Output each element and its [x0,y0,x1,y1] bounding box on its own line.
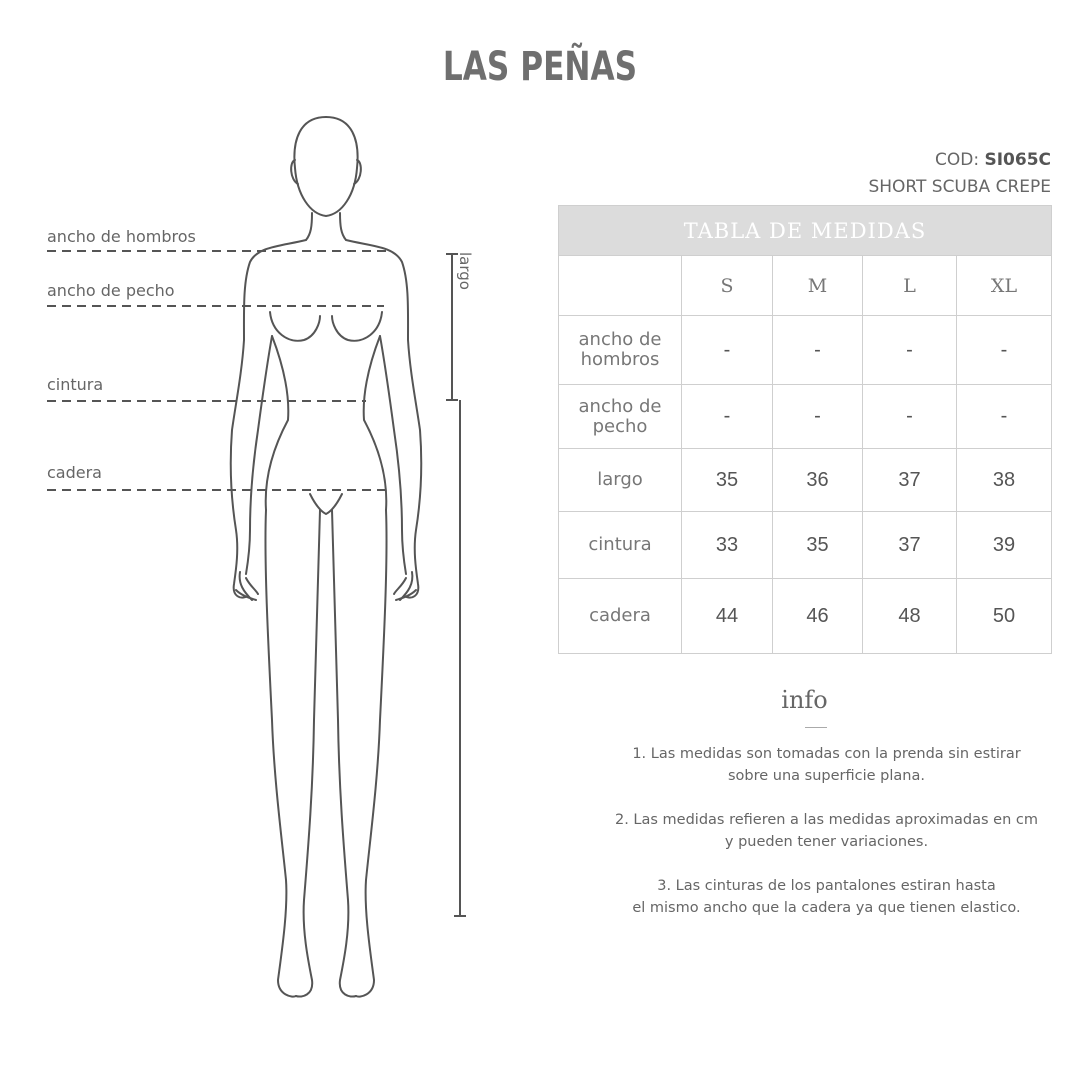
row-label-waist: cintura [559,512,682,579]
note-line: 3. Las cinturas de los pantalones estiran hasta [657,878,996,894]
info-note-1 [560,743,1080,787]
table-cell: - [773,385,863,449]
table-cell: 35 [773,512,863,579]
figure-right-outline [346,240,421,598]
table-cell: - [863,316,957,385]
size-header-m: M [773,256,863,316]
size-header-l: L [863,256,957,316]
table-cell: 44 [682,579,773,654]
figure-left-outline [231,240,306,598]
length-label: largo [456,252,474,290]
label-shoulder-width: ancho de hombros [47,227,196,246]
info-divider [805,727,827,728]
table-cell: 35 [682,449,773,512]
note-line: el mismo ancho que la cadera ya que tienen elastico. [632,900,1021,916]
table-row [559,316,1052,385]
size-header-xl: XL [957,256,1052,316]
table-cell: 39 [957,512,1052,579]
note-line: 1. Las medidas son tomadas con la prenda sin estirar [632,746,1021,762]
table-cell: 50 [957,579,1052,654]
table-row [559,512,1052,579]
label-chest-width: ancho de pecho [47,281,175,300]
table-cell: - [957,385,1052,449]
size-header-s: S [682,256,773,316]
table-cell: - [863,385,957,449]
label-waist: cintura [47,375,104,394]
row-label-hip: cadera [559,579,682,654]
table-cell: 37 [863,512,957,579]
table-row [559,449,1052,512]
row-label-length: largo [559,449,682,512]
table-cell: 48 [863,579,957,654]
product-code-line [935,150,1051,170]
table-cell: 38 [957,449,1052,512]
row-label-chest-width: ancho de pecho [559,385,682,449]
figure-head [294,117,357,216]
table-cell: - [682,385,773,449]
size-chart-table [558,205,1052,654]
corner-cell [559,256,682,316]
table-cell: 37 [863,449,957,512]
product-name: SHORT SCUBA CREPE [868,177,1051,197]
product-code-label: COD: [934,150,980,170]
info-note-3 [560,875,1080,919]
size-table-title: TABLA DE MEDIDAS [559,206,1052,256]
table-cell: 46 [773,579,863,654]
product-code: SI065C [984,150,1051,170]
row-label-shoulder-width: ancho de hombros [559,316,682,385]
table-cell: - [957,316,1052,385]
table-cell: - [773,316,863,385]
note-line: 2. Las medidas refieren a las medidas aproximadas en cm [614,812,1039,828]
size-header-row [559,256,1052,316]
info-heading: info [781,686,828,714]
table-row [559,579,1052,654]
table-row [559,385,1052,449]
table-cell: 36 [773,449,863,512]
label-hip: cadera [47,463,102,482]
table-cell: 33 [682,512,773,579]
note-line: y pueden tener variaciones. [724,834,929,850]
brand-title: LAS PEÑAS [442,44,638,90]
table-cell: - [682,316,773,385]
note-line: sobre una superficie plana. [728,768,925,784]
info-note-2 [560,809,1080,853]
